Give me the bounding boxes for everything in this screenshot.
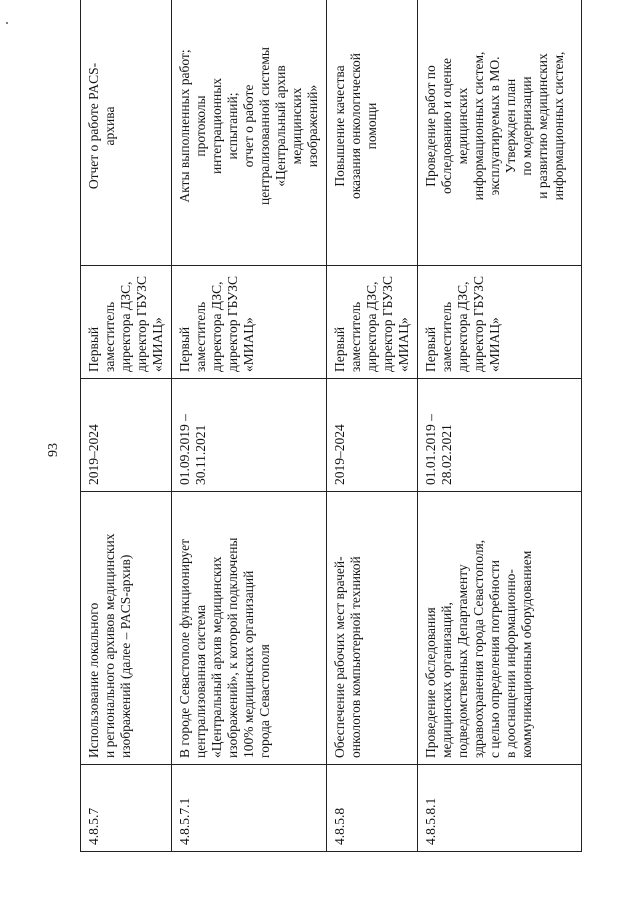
row-number-cell — [418, 765, 582, 852]
responsible-cell — [81, 266, 172, 379]
description-cell — [418, 492, 582, 765]
table-container — [80, 46, 570, 852]
responsible-cell — [418, 266, 582, 379]
rotated-table-frame — [80, 46, 570, 852]
table-row — [172, 0, 327, 852]
row-number-cell — [327, 765, 418, 852]
row-number: 4.8.5.8 — [332, 807, 347, 845]
row-description: Проведение обследования медицинских организаций, подведомственных Департаменту здравоохранения города Севастополя, с целью определения потребности в дооснащении информационно- коммуникационным оборудованием — [423, 539, 534, 758]
result-cell — [172, 0, 327, 266]
description-cell — [81, 492, 172, 765]
row-description: Использование локального и регионального архивов медицинских изображений (далее – PACS-архив) — [86, 533, 133, 758]
row-responsible: Первый заместитель директора ДЗС, директор ГБУЗС «МИАЦ» — [177, 275, 256, 372]
responsible-cell — [172, 266, 327, 379]
row-responsible: Первый заместитель директора ДЗС, директор ГБУЗС «МИАЦ» — [423, 275, 502, 372]
row-number-cell — [172, 765, 327, 852]
row-result: Акты выполненных работ; протоколы интеграционных испытаний; отчет о работе централизованной системы «Центральный архив медицинских изображений» — [177, 46, 320, 206]
table-row — [327, 0, 418, 852]
responsible-cell — [327, 266, 418, 379]
period-cell — [81, 379, 172, 492]
row-number: 4.8.5.7.1 — [177, 797, 192, 845]
row-number: 4.8.5.7 — [86, 807, 101, 845]
scan-artifact-dot — [6, 22, 8, 24]
row-period: 2019–2024 — [332, 424, 347, 485]
table-row — [418, 0, 582, 852]
result-cell — [81, 0, 172, 266]
description-cell — [327, 492, 418, 765]
row-description: Обеспечение рабочих мест врачей- онкологов компьютерной техникой — [332, 556, 363, 758]
row-period: 01.09.2019 – 30.11.2021 — [177, 414, 208, 485]
period-cell — [172, 379, 327, 492]
row-responsible: Первый заместитель директора ДЗС, директор ГБУЗС «МИАЦ» — [332, 275, 411, 372]
row-number-cell — [81, 765, 172, 852]
description-cell — [172, 492, 327, 765]
row-period: 01.01.2019 – 28.02.2021 — [423, 414, 454, 485]
table-row — [81, 0, 172, 852]
row-number: 4.8.5.8.1 — [423, 797, 438, 845]
row-result: Проведение работ по обследованию и оценке медицинских информационных систем, эксплуатируемых в МО. Утвержден план по модернизации и развитию медицинских информационных систем, — [423, 51, 566, 201]
period-cell — [327, 379, 418, 492]
result-cell — [327, 0, 418, 266]
result-cell — [418, 0, 582, 266]
row-description: В городе Севастополе функционирует централизованная система «Центральный архив медицинских изображений», к которой подключены 100% медицинских организаций города Севастополя — [177, 537, 272, 758]
row-result: Отчет о работе PACS- архива — [86, 62, 117, 190]
row-result: Повышение качества оказания онкологической помощи — [332, 52, 379, 200]
page-number: 93 — [46, 443, 61, 457]
activities-table — [80, 0, 582, 852]
row-responsible: Первый заместитель директора ДЗС, директор ГБУЗС «МИАЦ» — [86, 275, 165, 372]
period-cell — [418, 379, 582, 492]
row-period: 2019–2024 — [86, 424, 101, 485]
